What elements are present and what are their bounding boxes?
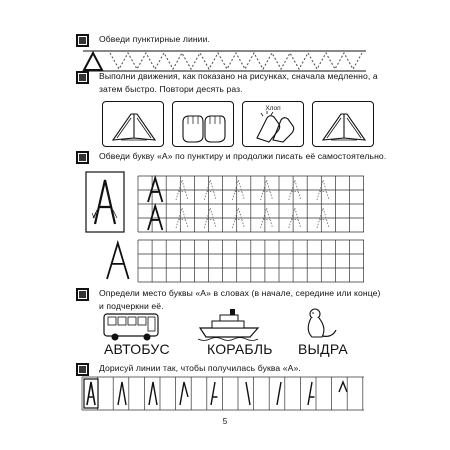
letter-a-solid — [107, 243, 129, 279]
letter-sample-box — [86, 172, 124, 232]
task-3-text: Обведи букву «А» по пунктиру и продолжи писать её самостоятельно. — [99, 151, 387, 161]
word-ship: КОРАБЛЬ — [207, 341, 273, 357]
letter-a-part — [246, 382, 250, 405]
letter-completion-grid — [82, 377, 364, 410]
letter-a-part — [277, 382, 281, 405]
task-2-text: Выполни движения, как показано на рисунках, сначала медленно, а затем быстро. Повтори десять раз. — [99, 71, 378, 94]
word-otter: ВЫДРА — [298, 341, 348, 357]
letter-a-part — [211, 382, 218, 405]
ship-icon — [198, 309, 258, 341]
clap-label: Хлоп — [265, 105, 281, 112]
letter-a-part — [118, 382, 126, 405]
letter-a-part — [339, 382, 347, 392]
bus-icon — [104, 314, 158, 341]
letter-a-part — [308, 382, 315, 405]
letter-writing-grid — [107, 176, 364, 282]
page-number: 5 — [222, 417, 228, 426]
task-5-text: Дорисуй линии так, чтобы получилась буква «А». — [99, 363, 301, 373]
task-4-text: Определи место буквы «А» в словах (в начале, середине или конце) и подчеркни её. — [99, 288, 381, 311]
letter-a-part — [149, 382, 157, 405]
otter-icon — [308, 309, 336, 337]
letter-a-part — [180, 382, 188, 405]
zigzag-tracing-strip — [83, 51, 366, 71]
word-bus: АВТОБУС — [104, 341, 170, 357]
task-1-text: Обведи пунктирные линии. — [99, 34, 210, 44]
